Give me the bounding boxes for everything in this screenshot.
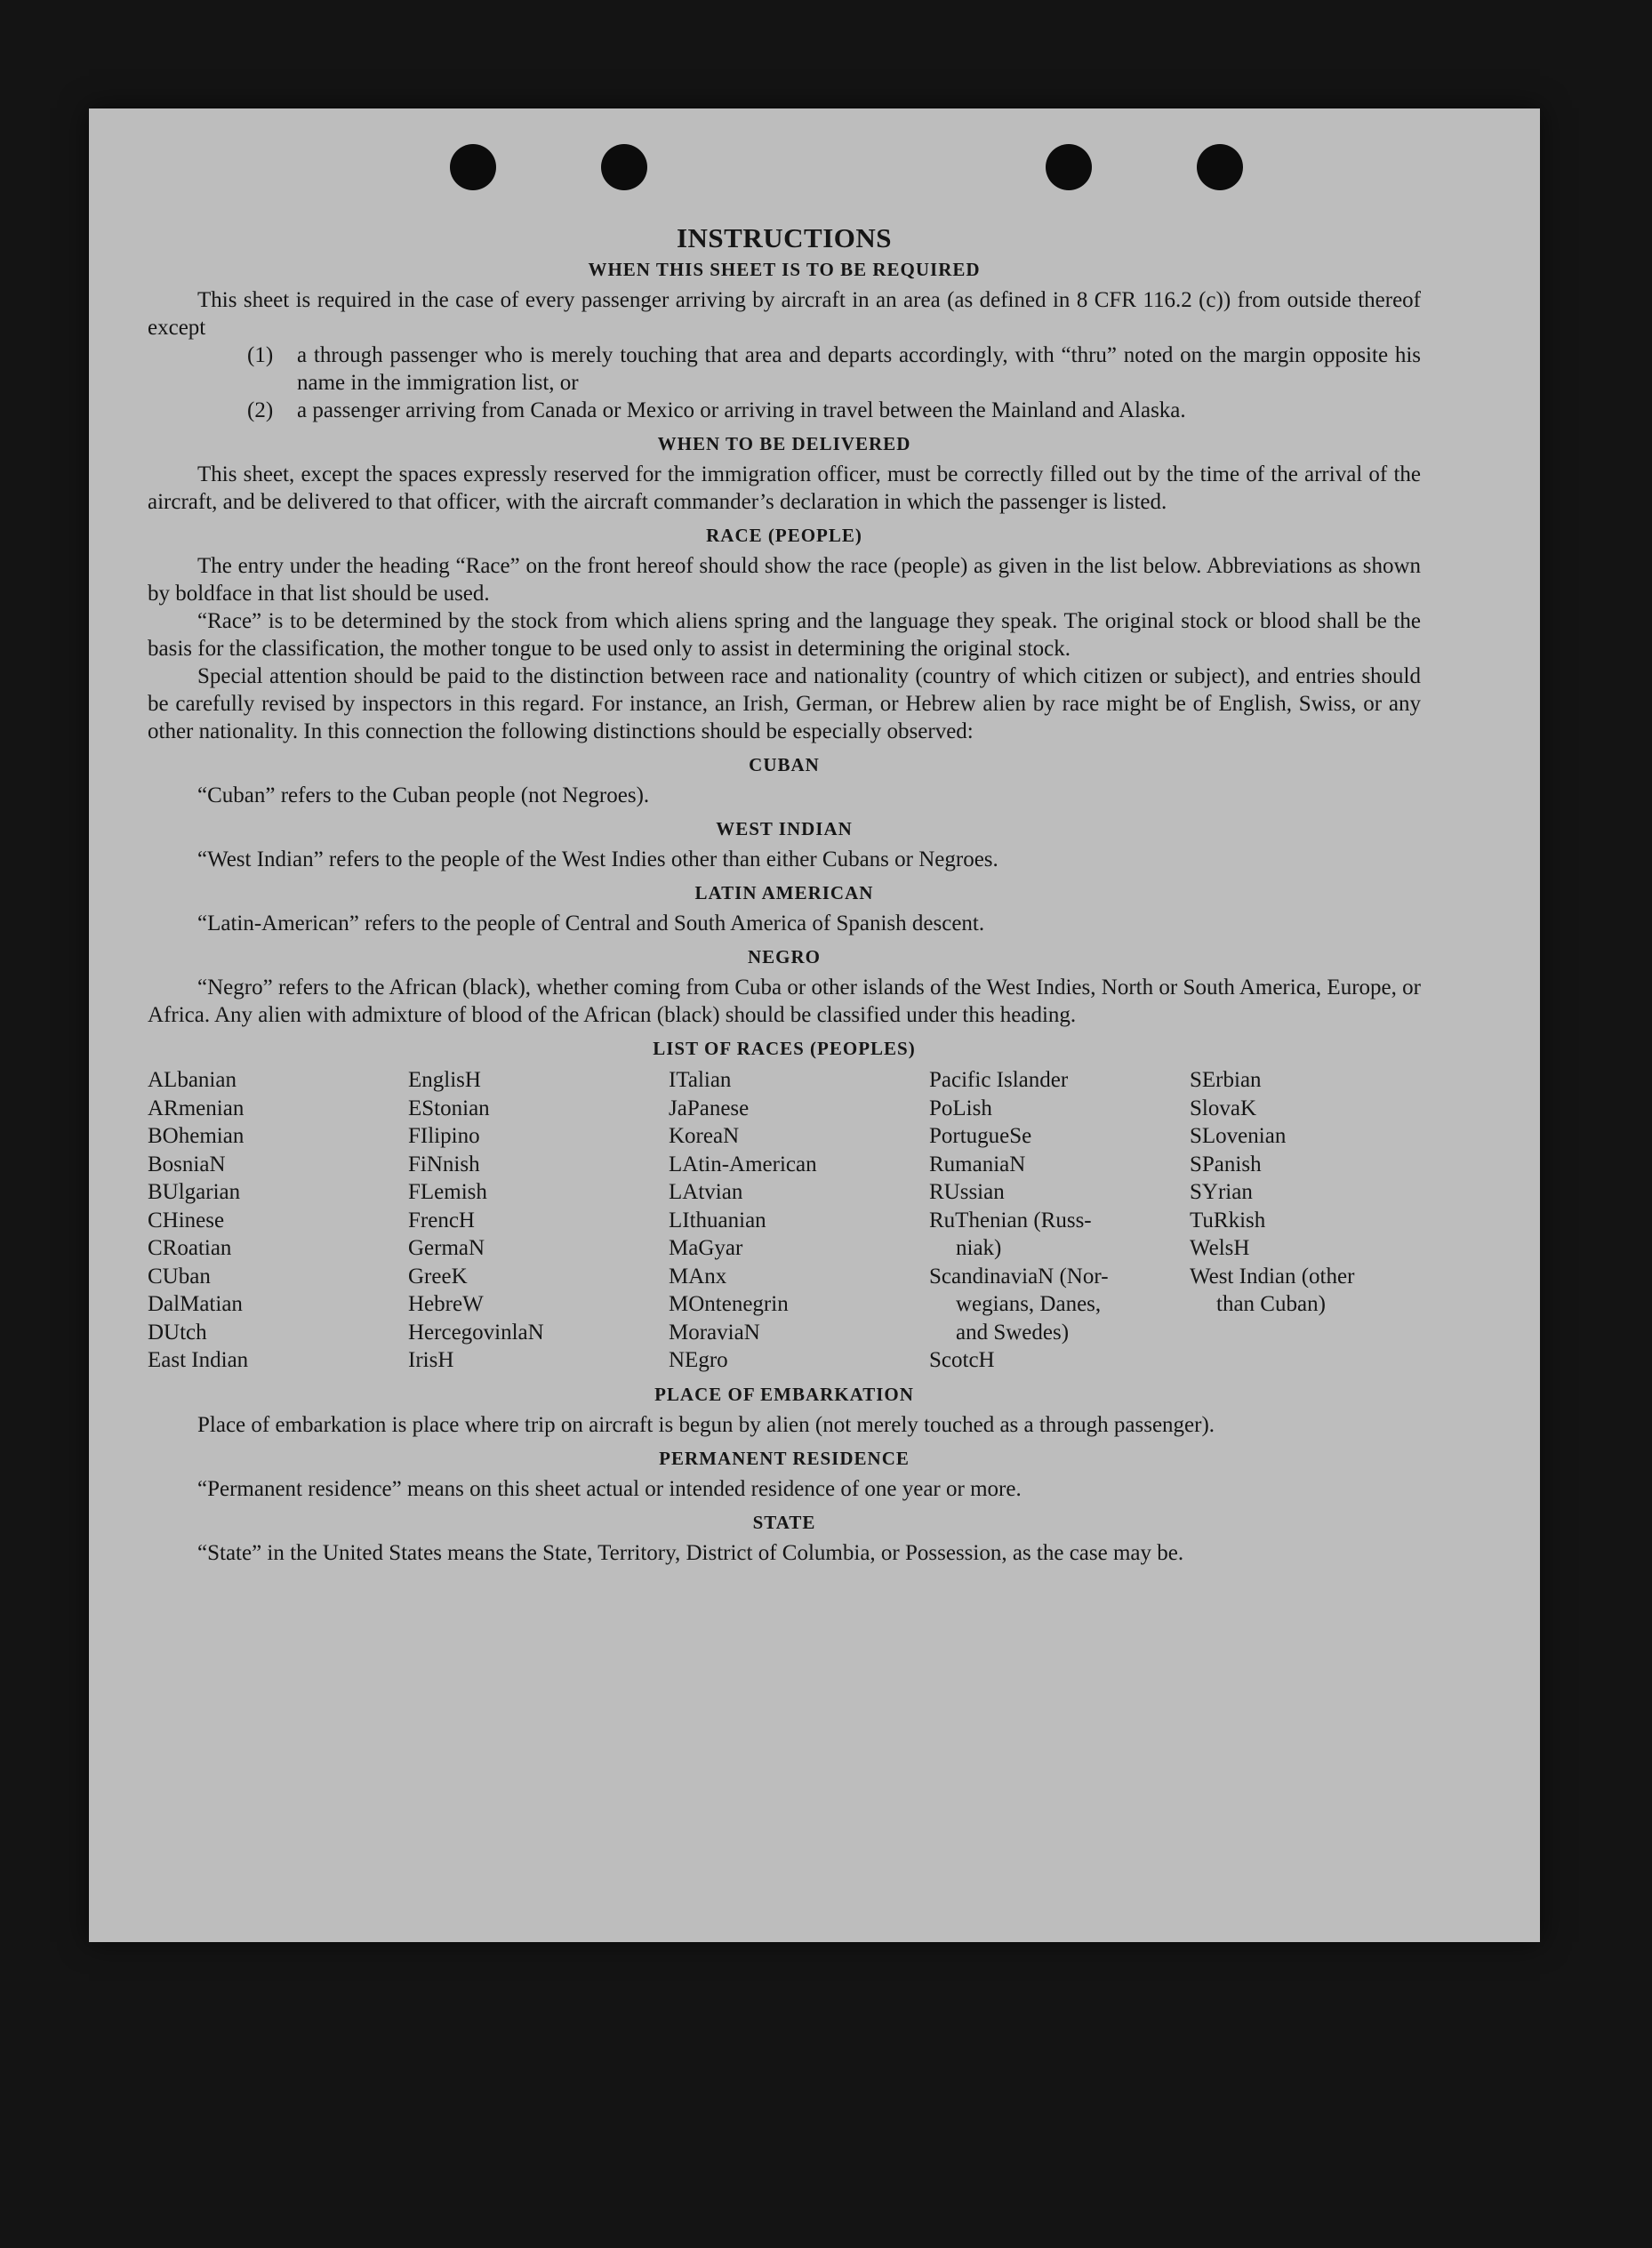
race-paragraph: “Race” is to be determined by the stock from which aliens spring and the language they speak. The original stock or blood shall be the basis for the classification, the mother tongue to be used only to assist in determining the original stock.: [148, 609, 1421, 661]
race-entry: MOntenegrin: [669, 1292, 789, 1316]
punch-hole: [601, 144, 647, 190]
race-column: [1190, 1066, 1421, 1375]
race-entry: ARmenian: [148, 1096, 245, 1120]
punch-hole: [450, 144, 496, 190]
race-entry: LAtin-American: [669, 1152, 817, 1176]
race-entry: West Indian (other: [1190, 1264, 1355, 1289]
race-entry: SYrian: [1190, 1180, 1253, 1204]
race-entry: RUssian: [929, 1180, 1005, 1204]
race-entry: WelsH: [1190, 1236, 1250, 1260]
race-entry: niak): [956, 1236, 1002, 1260]
race-entry: SPanish: [1190, 1152, 1262, 1176]
race-entry: EnglisH: [408, 1068, 481, 1092]
section-heading-latin-american: LATIN AMERICAN: [694, 882, 874, 903]
race-entry: JaPanese: [669, 1096, 750, 1120]
list-text: a passenger arriving from Canada or Mexico or arriving in travel between the Mainland and Alaska.: [297, 398, 1186, 422]
race-entry: KoreaN: [669, 1124, 740, 1148]
race-entry: HebreW: [408, 1292, 484, 1316]
race-entry: than Cuban): [1216, 1292, 1326, 1316]
west-indian-text: “West Indian” refers to the people of the West Indies other than either Cubans or Negroes.: [197, 847, 998, 871]
race-entry: DUtch: [148, 1320, 207, 1345]
section-heading-cuban: CUBAN: [749, 754, 820, 775]
state-text: “State” in the United States means the State, Territory, District of Columbia, or Possession, as the case may be.: [197, 1540, 1184, 1565]
race-paragraph: Special attention should be paid to the distinction between race and nationality (country of which citizen or subject), and entries should be carefully revised by inspectors in this regard. For instance, an Irish, German, or Hebrew alien by race might be of English, Swiss, or any other nationality. In this connection the following distinctions should be especially observed:: [148, 664, 1421, 743]
page-title: INSTRUCTIONS: [676, 222, 892, 253]
race-entry: East Indian: [148, 1348, 249, 1372]
section-heading-race: RACE (PEOPLE): [706, 525, 862, 546]
race-entry: RuThenian (Russ-: [929, 1208, 1092, 1232]
race-entry: Pacific Islander: [929, 1068, 1069, 1092]
race-list: [148, 1066, 1421, 1375]
list-text: a through passenger who is merely touching that area and departs accordingly, with “thru” noted on the margin opposite his name in the immigration list, or: [297, 343, 1421, 395]
race-entry: BOhemian: [148, 1124, 245, 1148]
list-item: [247, 341, 1421, 397]
race-entry: NEgro: [669, 1348, 728, 1372]
race-entry: RumaniaN: [929, 1152, 1026, 1176]
race-entry: CHinese: [148, 1208, 225, 1232]
residence-text: “Permanent residence” means on this sheet actual or intended residence of one year or more.: [197, 1476, 1022, 1501]
section-heading-negro: NEGRO: [747, 946, 821, 967]
punch-hole: [1046, 144, 1092, 190]
instruction-sheet: [89, 108, 1540, 1942]
race-entry: GreeK: [408, 1264, 468, 1289]
race-entry: ALbanian: [148, 1068, 237, 1092]
latin-american-text: “Latin-American” refers to the people of Central and South America of Spanish descent.: [197, 911, 985, 935]
punch-hole: [1197, 144, 1243, 190]
when-required-text: This sheet is required in the case of every passenger arriving by aircraft in an area (as defined in 8 CFR 116.2 (c)) from outside thereof except: [148, 288, 1421, 340]
race-entry: TuRkish: [1190, 1208, 1266, 1232]
race-column: [408, 1066, 669, 1375]
race-entry: DalMatian: [148, 1292, 243, 1316]
race-entry: BUlgarian: [148, 1180, 241, 1204]
race-entry: SErbian: [1190, 1068, 1262, 1092]
race-entry: LIthuanian: [669, 1208, 766, 1232]
race-entry: ScotcH: [929, 1348, 995, 1372]
race-entry: MAnx: [669, 1264, 727, 1289]
list-number: (2): [247, 398, 274, 422]
race-entry: and Swedes): [956, 1320, 1070, 1345]
section-heading-west-indian: WEST INDIAN: [716, 818, 853, 839]
race-entry: CRoatian: [148, 1236, 232, 1260]
list-number: (1): [247, 343, 274, 367]
list-item: [247, 397, 1421, 424]
race-column: [148, 1066, 408, 1375]
race-entry: FiNnish: [408, 1152, 480, 1176]
race-paragraph: The entry under the heading “Race” on the front hereof should show the race (people) as given in the list below. Abbreviations as shown by boldface in that list should be used.: [148, 554, 1421, 606]
race-entry: SLovenian: [1190, 1124, 1287, 1148]
section-heading-embarkation: PLACE OF EMBARKATION: [654, 1383, 914, 1405]
race-entry: MoraviaN: [669, 1320, 760, 1345]
section-heading-residence: PERMANENT RESIDENCE: [659, 1447, 910, 1469]
embarkation-text: Place of embarkation is place where trip on aircraft is begun by alien (not merely touched as a through passenger).: [197, 1412, 1215, 1437]
race-column: [929, 1066, 1190, 1375]
section-heading-when-required: WHEN THIS SHEET IS TO BE REQUIRED: [588, 259, 981, 280]
when-delivered-text: This sheet, except the spaces expressly reserved for the immigration officer, must be correctly filled out by the time of the arrival of the aircraft, and be delivered to that officer, with the aircraft commander’s declaration in which the passenger is listed.: [148, 462, 1421, 514]
race-entry: FrencH: [408, 1208, 475, 1232]
race-entry: HercegovinlaN: [408, 1320, 544, 1345]
race-column: [669, 1066, 929, 1375]
cuban-text: “Cuban” refers to the Cuban people (not Negroes).: [197, 783, 650, 807]
negro-text: “Negro” refers to the African (black), whether coming from Cuba or other islands of the West Indies, North or South America, Europe, or Africa. Any alien with admixture of blood of the African (black) should be classified under this heading.: [148, 975, 1421, 1027]
race-entry: CUban: [148, 1264, 211, 1289]
section-heading-state: STATE: [752, 1511, 816, 1533]
instructions-content: [148, 222, 1421, 1567]
race-entry: FIlipino: [408, 1124, 480, 1148]
race-entry: wegians, Danes,: [956, 1292, 1102, 1316]
section-heading-when-delivered: WHEN TO BE DELIVERED: [657, 433, 911, 454]
race-entry: ScandinaviaN (Nor-: [929, 1264, 1109, 1289]
race-entry: PortugueSe: [929, 1124, 1032, 1148]
race-entry: MaGyar: [669, 1236, 743, 1260]
race-entry: PoLish: [929, 1096, 992, 1120]
race-entry: SlovaK: [1190, 1096, 1256, 1120]
race-entry: FLemish: [408, 1180, 487, 1204]
race-entry: ITalian: [669, 1068, 732, 1092]
race-entry: IrisH: [408, 1348, 454, 1372]
section-heading-list-of-races: LIST OF RACES (PEOPLES): [653, 1038, 916, 1059]
race-entry: BosniaN: [148, 1152, 226, 1176]
race-entry: EStonian: [408, 1096, 490, 1120]
race-entry: LAtvian: [669, 1180, 743, 1204]
race-entry: GermaN: [408, 1236, 485, 1260]
